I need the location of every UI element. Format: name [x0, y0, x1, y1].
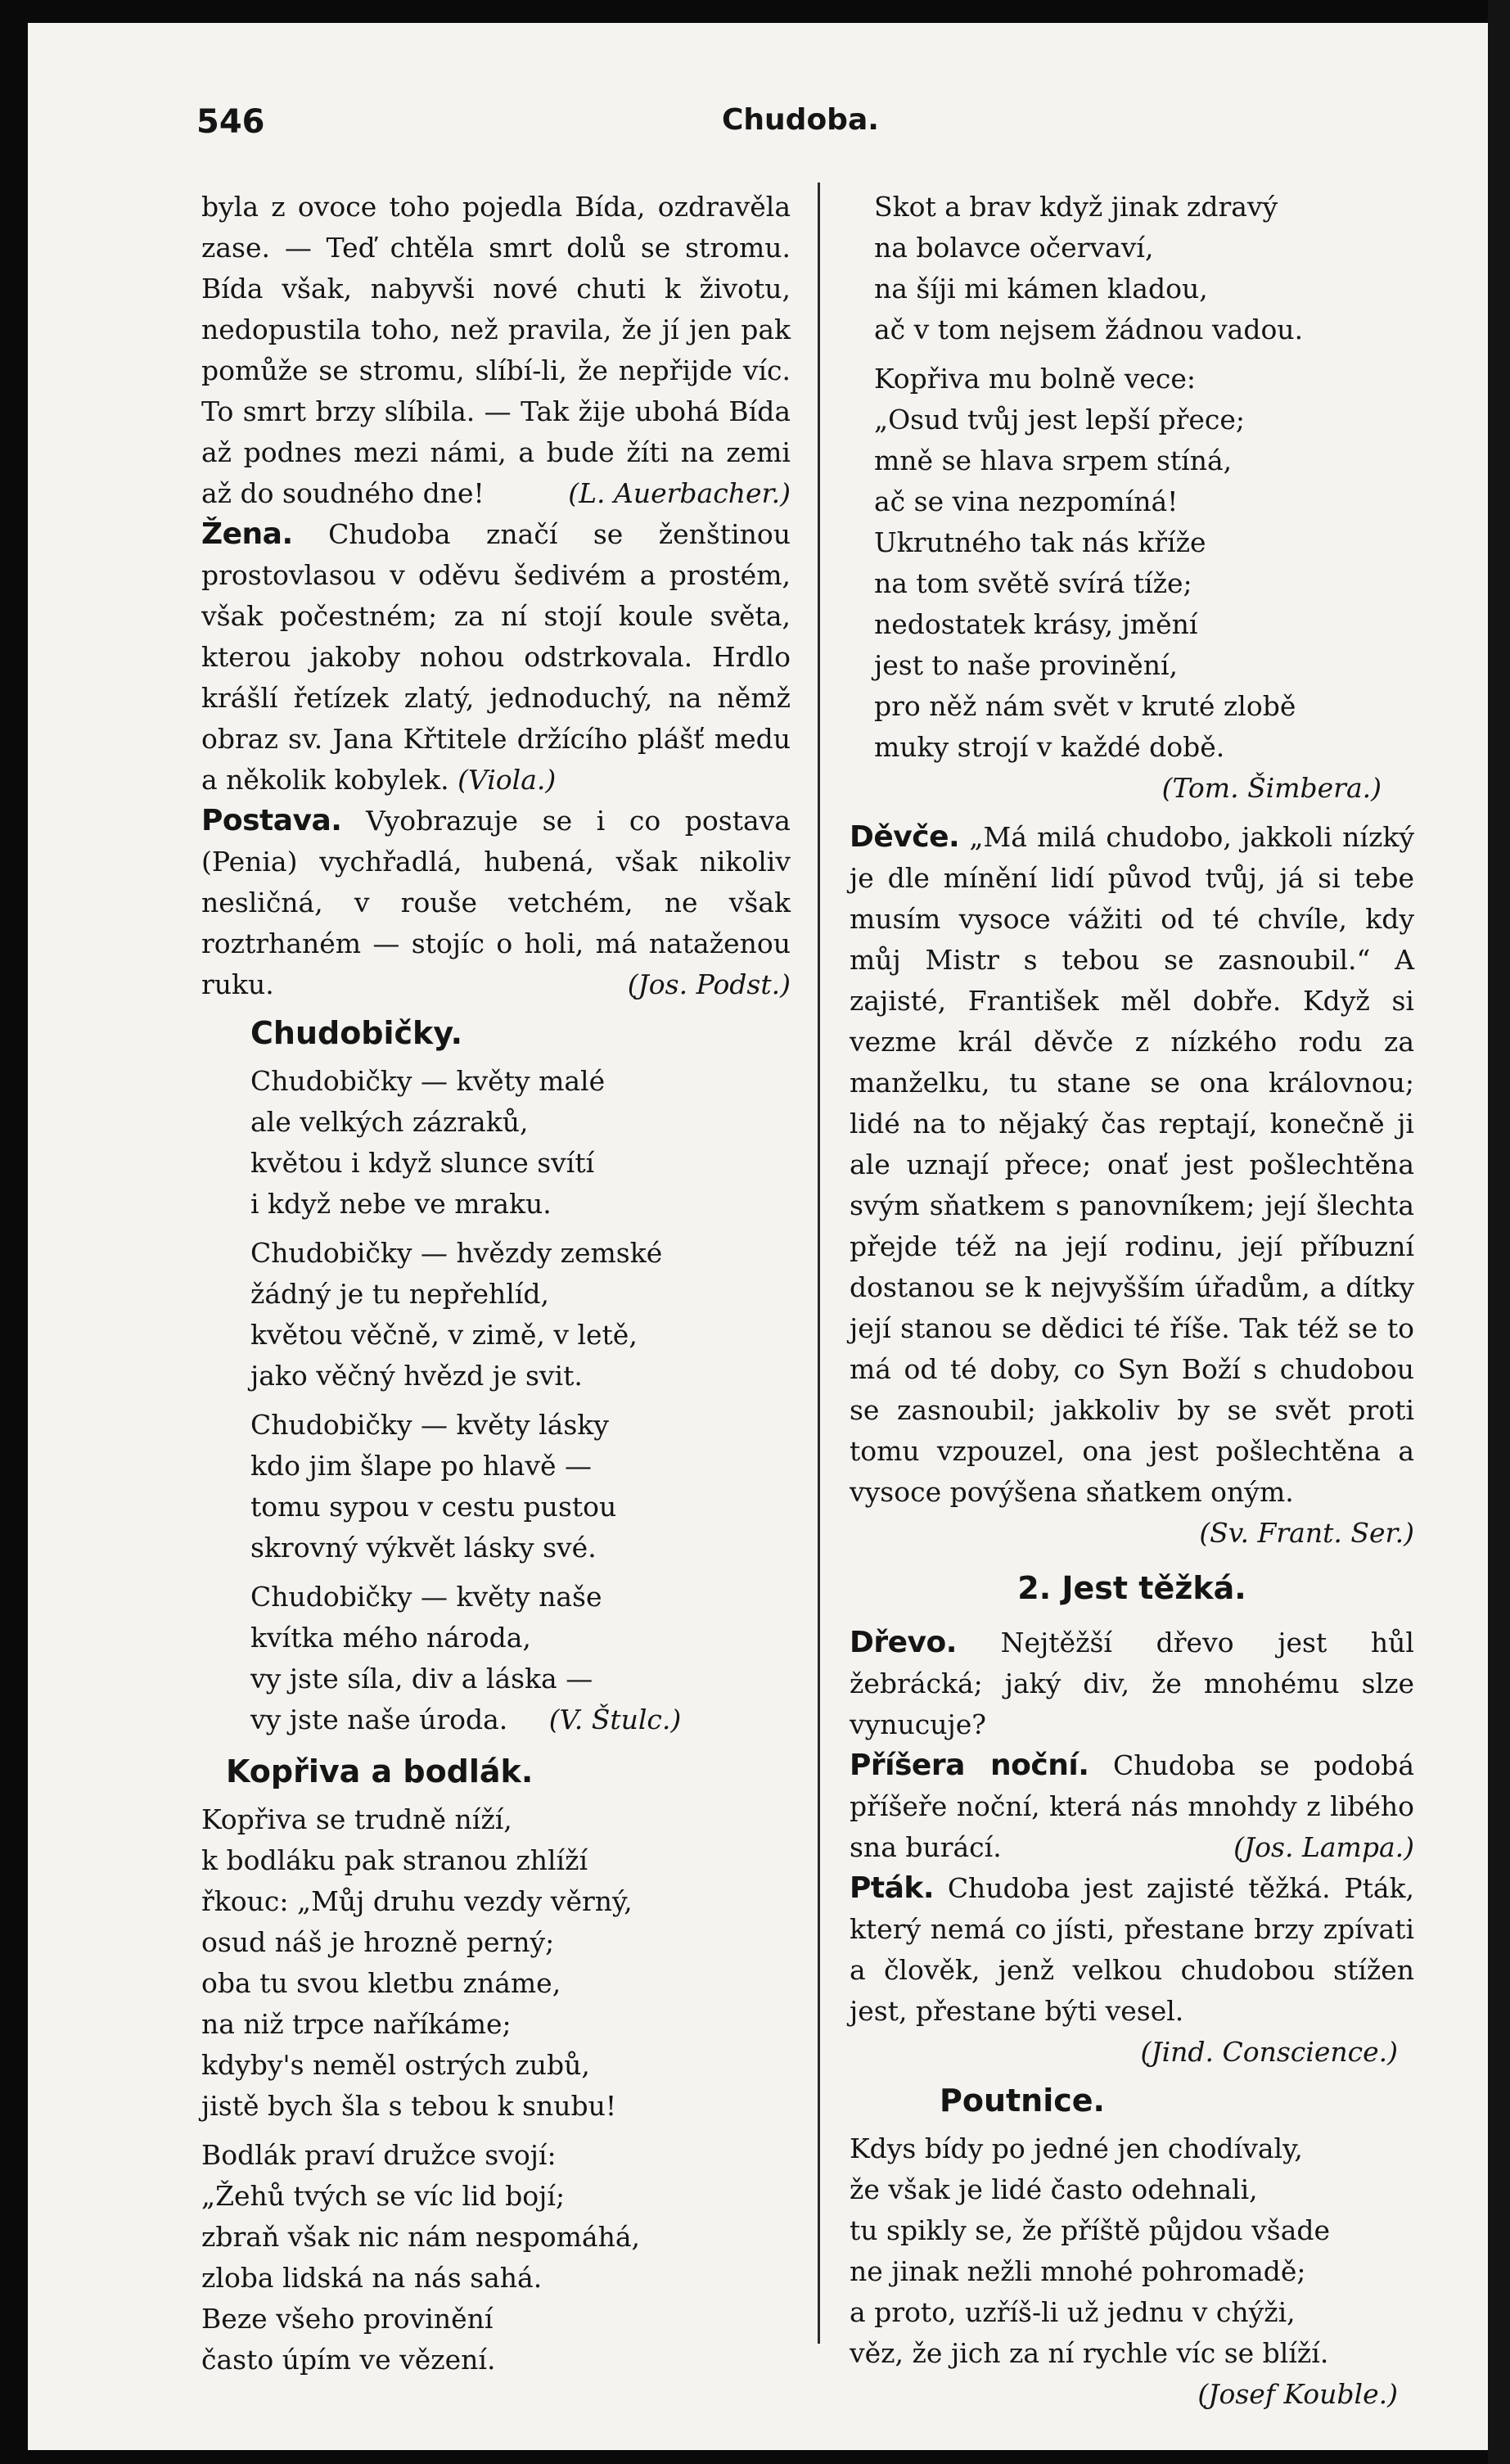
entry-heading: Dřevo. [850, 1626, 957, 1659]
citation-line [850, 2032, 1414, 2073]
verse-line: nedostatek krásy, jmění [874, 608, 1198, 640]
verse-line: kvítka mého národa, [250, 1622, 531, 1654]
citation: (V. Štulc.) [548, 1704, 682, 1735]
verse-line: mně se hlava srpem stíná, [874, 445, 1233, 476]
stanza [201, 2135, 791, 2381]
verse-line: žádný je tu nepřehlíd, [250, 1278, 550, 1310]
poem-kopriva [201, 1749, 791, 2381]
verse-line: na šíji mi kámen kladou, [874, 273, 1208, 305]
verse-line: oba tu svou kletbu známe, [201, 1967, 561, 1999]
citation: (Jind. Conscience.) [1140, 2036, 1398, 2068]
verse-line: vy jste síla, div a láska — [250, 1663, 593, 1695]
verse-line: tu spikly se, že příště půjdou všade [850, 2214, 1331, 2246]
entry-text: Nejtěžší dřevo jest hůl žebrácká; jaký div, že mnohému slze vynucuje? [850, 1627, 1414, 1740]
stanza [250, 1577, 791, 1740]
verse-line: i když nebe ve mraku. [250, 1188, 552, 1220]
stanza [850, 2128, 1414, 2415]
entry-heading: Žena. [201, 517, 293, 551]
left-column [201, 187, 791, 2389]
verse-line: tomu sypou v cestu pustou [250, 1491, 617, 1523]
citation-line [874, 768, 1414, 809]
right-column [850, 187, 1414, 2423]
page-number: 546 [196, 103, 265, 141]
entry-heading: Příšera noční. [850, 1749, 1089, 1782]
verse-line: kdyby's neměl ostrých zubů, [201, 2049, 590, 2081]
entry-heading: Děvče. [850, 820, 960, 854]
entry-zena [201, 514, 791, 801]
section-title: 2. Jest těžká. [1017, 1570, 1246, 1606]
verse-line: jako věčný hvězd je svit. [250, 1360, 583, 1392]
entry-devce [850, 817, 1414, 1549]
verse-line: Chudobičky — hvězdy zemské [250, 1237, 663, 1269]
paragraph-bida [201, 187, 791, 514]
verse-line: Ukrutného tak nás kříže [874, 526, 1206, 558]
citation: (Tom. Šimbera.) [1161, 772, 1382, 804]
stanza [850, 359, 1414, 809]
verse-line: Kopřiva se trudně níží, [201, 1803, 512, 1835]
verse-line: „Žehů tvých se víc lid bojí; [201, 2180, 566, 2212]
citation: (Sv. Frant. Ser.) [1199, 1517, 1414, 1549]
verse-line: Kopřiva mu bolně vece: [874, 363, 1197, 395]
poem-title: Kopřiva a bodlák. [226, 1753, 534, 1789]
citation: (L. Auerbacher.) [568, 477, 791, 509]
verse-line: k bodláku pak stranou zhlíží [201, 1844, 588, 1876]
verse-line: zbraň však nic nám nespomáhá, [201, 2221, 641, 2253]
verse-line: Beze všeho provinění [201, 2303, 494, 2335]
verse-line: „Osud tvůj jest lepší přece; [874, 404, 1246, 435]
stanza [250, 1061, 791, 1225]
verse-line: muky strojí v každé době. [874, 731, 1225, 763]
verse-line: jistě bych šla s tebou k snubu! [201, 2090, 617, 2122]
verse-line: Chudobičky — květy malé [250, 1065, 606, 1097]
citation: (Jos. Lampa.) [1233, 1831, 1414, 1863]
verse-line: Chudobičky — květy naše [250, 1581, 602, 1613]
verse-line: jest to naše provinění, [874, 649, 1178, 681]
verse-line: Kdys bídy po jedné jen chodívaly, [850, 2132, 1303, 2164]
poem-title: Chudobičky. [250, 1015, 463, 1051]
verse-line: osud náš je hrozně perný; [201, 1926, 555, 1958]
entry-text: „Má milá chudobo, jakkoli nízký je dle mínění lidí původ tvůj, já si tebe musím vysoce vážiti od té chvíle, kdy můj Mistr s tebou se zasnoubil.“ A zajisté, František měl dobře. Když si vezme král děvče z nízkého rodu za manželku, tu stane se ona královnou; lidé na to nějaký čas reptají, konečně ji ale uznají přece; onať jest pošlechtěna svým sňatkem s panovníkem; její šlechta přejde též na její rodinu, její příbuzní dostanou se k nejvyšším úřadům, a dítky její stanou se dědici té říše. Tak též se to má od té doby, co Syn Boží s chudobou se zasnoubil; jakkoliv by se svět proti tomu vzpouzel, ona jest pošlechtěna a vysoce povýšena sňatkem oným. [850, 821, 1414, 1508]
verse-line: ač se vina nezpomíná! [874, 485, 1179, 517]
stanza [250, 1233, 791, 1397]
verse-line: kdo jim šlape po hlavě — [250, 1450, 592, 1482]
stanza [250, 1405, 791, 1568]
verse-line: Chudobičky — květy lásky [250, 1409, 609, 1441]
poem-chudobicky [201, 1010, 791, 1740]
verse-line: že však je lidé často odehnali, [850, 2173, 1258, 2205]
verse-line: ne jinak nežli mnohé pohromadě; [850, 2255, 1306, 2287]
verse-line: často úpím ve vězení. [201, 2344, 496, 2376]
verse-line: řkouc: „Můj druhu vezdy věrný, [201, 1885, 633, 1917]
stanza [201, 1799, 791, 2127]
verse-line: zloba lidská na nás sahá. [201, 2262, 543, 2294]
verse-line: Skot a brav když jinak zdravý [874, 191, 1278, 223]
verse-line: na tom světě svírá tíže; [874, 567, 1192, 599]
verse-line: věz, že jich za ní rychle víc se blíží. [850, 2337, 1329, 2369]
page-header [28, 88, 1501, 162]
paragraph-text: byla z ovoce toho pojedla Bída, ozdravěla zase. — Teď chtěla smrt dolů se stromu. Bída však, nabyvši nové chuti k životu, nedopustila toho, než pravila, že jí jen pak pomůže se stromu, slíbí-li, že nepřijde víc. To smrt brzy slíbila. — Tak žije ubohá Bída až podnes mezi námi, a bude žíti na zemi až do soudného dne! [201, 191, 791, 509]
entry-text: Vyobrazuje se i co postava (Penia) vychřadlá, hubená, však nikoliv nesličná, v rouše vetchém, ne však roztrhaném — stojíc o holi, má nataženou ruku. [201, 805, 791, 1000]
scan-edge [1488, 0, 1510, 2464]
verse-line: Bodlák praví družce svojí: [201, 2139, 557, 2171]
entry-ptak [850, 1868, 1414, 2032]
verse-line-with-cite [250, 1699, 791, 1740]
verse-line: ale velkých zázraků, [250, 1106, 529, 1138]
running-head: Chudoba. [722, 103, 879, 137]
book-page [28, 23, 1501, 2450]
verse-line: květou věčně, v zimě, v letě, [250, 1319, 638, 1351]
verse-line: vy jste naše úroda. [250, 1704, 508, 1735]
citation: (Josef Kouble.) [1197, 2378, 1398, 2410]
verse-line: na niž trpce naříkáme; [201, 2008, 512, 2040]
entry-drevo [850, 1622, 1414, 1745]
entry-text: Chudoba jest zajisté těžká. Pták, který nemá co jísti, přestane brzy zpívati a člověk, jenž velkou chudobou stížen jest, přestane býti vesel. [850, 1872, 1414, 2027]
verse-line: ač v tom nejsem žádnou vadou. [874, 314, 1304, 345]
citation: (Jos. Podst.) [627, 968, 791, 1000]
citation-line [850, 2374, 1414, 2415]
entry-heading: Pták. [850, 1871, 935, 1905]
verse-line: pro něž nám svět v kruté zlobě [874, 690, 1296, 722]
verse-line: květou i když slunce svítí [250, 1147, 595, 1179]
verse-line: na bolavce očervaví, [874, 232, 1154, 264]
entry-prisera [850, 1745, 1414, 1868]
column-divider [818, 183, 820, 2344]
entry-text: Chudoba se podobá příšeře noční, která nás mnohdy z libého sna burácí. [850, 1749, 1414, 1863]
verse-line: skrovný výkvět lásky své. [250, 1532, 597, 1564]
section-title-line [850, 1565, 1414, 1611]
citation: (Viola.) [458, 764, 557, 796]
entry-postava [201, 801, 791, 1005]
stanza [850, 187, 1414, 350]
poem-title: Poutnice. [940, 2083, 1105, 2119]
verse-line: a proto, uzříš-li už jednu v chýži, [850, 2296, 1296, 2328]
entry-text: Chudoba značí se ženštinou prostovlasou v oděvu šedivém a prostém, však počestném; za ní stojí koule světa, kterou jakoby nohou odstrkovala. Hrdlo krášlí řetízek zlatý, jednoduchý, na němž obraz sv. Jana Křtitele držícího plášť medu a několik kobylek. [201, 518, 791, 796]
entry-heading: Postava. [201, 804, 342, 837]
poem-poutnice [850, 2078, 1414, 2415]
